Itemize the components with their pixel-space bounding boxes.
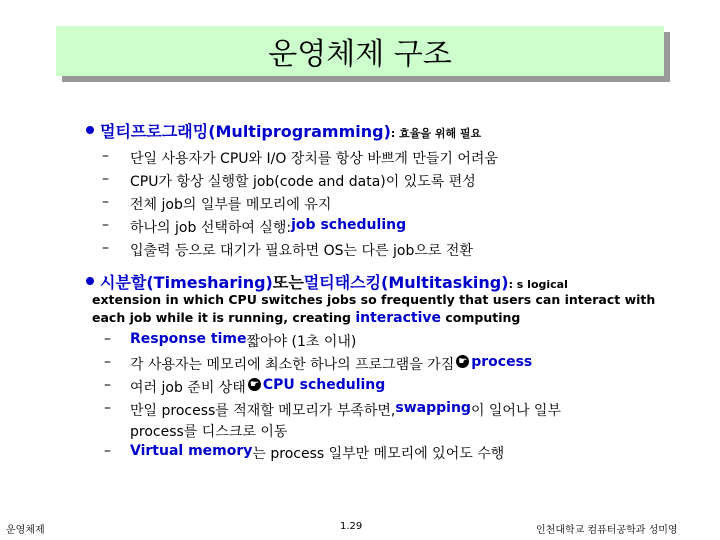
footer-page-number: 1.29	[340, 521, 363, 532]
list-item: – CPU가 항상 실행할 job(code and data)이 있도록 편성	[102, 171, 476, 190]
list-item: – 단일 사용자가 CPU와 I/O 장치를 항상 바쁘게 만들기 어려움	[102, 148, 498, 167]
bullet1-suffix: : 효율을 위해 필요	[390, 127, 482, 140]
bullet2-heading-c: 멀티태스킹(Multitasking)	[303, 273, 509, 292]
bullet2-extension-line2: each job while it is running, creating interactive computing	[92, 310, 521, 326]
pointing-hand-icon: ☛	[248, 378, 261, 391]
footer-left: 운영체제	[6, 525, 45, 536]
slide-title	[56, 26, 664, 76]
bullet-multiprogramming	[86, 119, 481, 142]
list-item: – 입출력 등으로 대기가 필요하면 OS는 다른 job으로 전환	[102, 240, 473, 259]
list-item-continuation: process를 디스크로 이동	[130, 424, 288, 440]
list-item: – 하나의 job 선택하여 실행: job scheduling	[102, 217, 407, 236]
bullet2-heading-b: 또는	[272, 273, 304, 292]
footer-right: 인천대학교 컴퓨터공학과 성미영	[536, 525, 678, 536]
bullet1-heading: 멀티프로그래밍(Multiprogramming)	[100, 122, 391, 141]
list-item: – 전체 job의 일부를 메모리에 유지	[102, 194, 332, 213]
bullet2-heading-a: 시분할(Timesharing)	[100, 273, 273, 292]
bullet2-extension-line1: extension in which CPU switches jobs so frequently that users can interact with	[92, 292, 656, 307]
bullet-dot-icon	[86, 126, 94, 134]
bullet-timesharing	[86, 270, 568, 293]
slide-title-text: 운영체제 구조	[268, 37, 452, 72]
list-item: – 여러 job 준비 상태 ☛ CPU scheduling	[104, 377, 386, 396]
bullet2-suffix: : s logical	[508, 278, 568, 291]
pointing-hand-icon: ☛	[456, 355, 469, 368]
list-item: – 각 사용자는 메모리에 최소한 하나의 프로그램을 가짐 ☛ process	[104, 354, 533, 373]
list-item: – 만일 process를 적재할 메모리가 부족하면, swapping 이 일어나 일부	[104, 400, 561, 419]
bullet-dot-icon	[86, 277, 94, 285]
list-item: – Response time 짧아야 (1초 이내)	[104, 331, 357, 350]
list-item: – Virtual memory 는 process 일부만 메모리에 있어도 수행	[104, 443, 505, 462]
